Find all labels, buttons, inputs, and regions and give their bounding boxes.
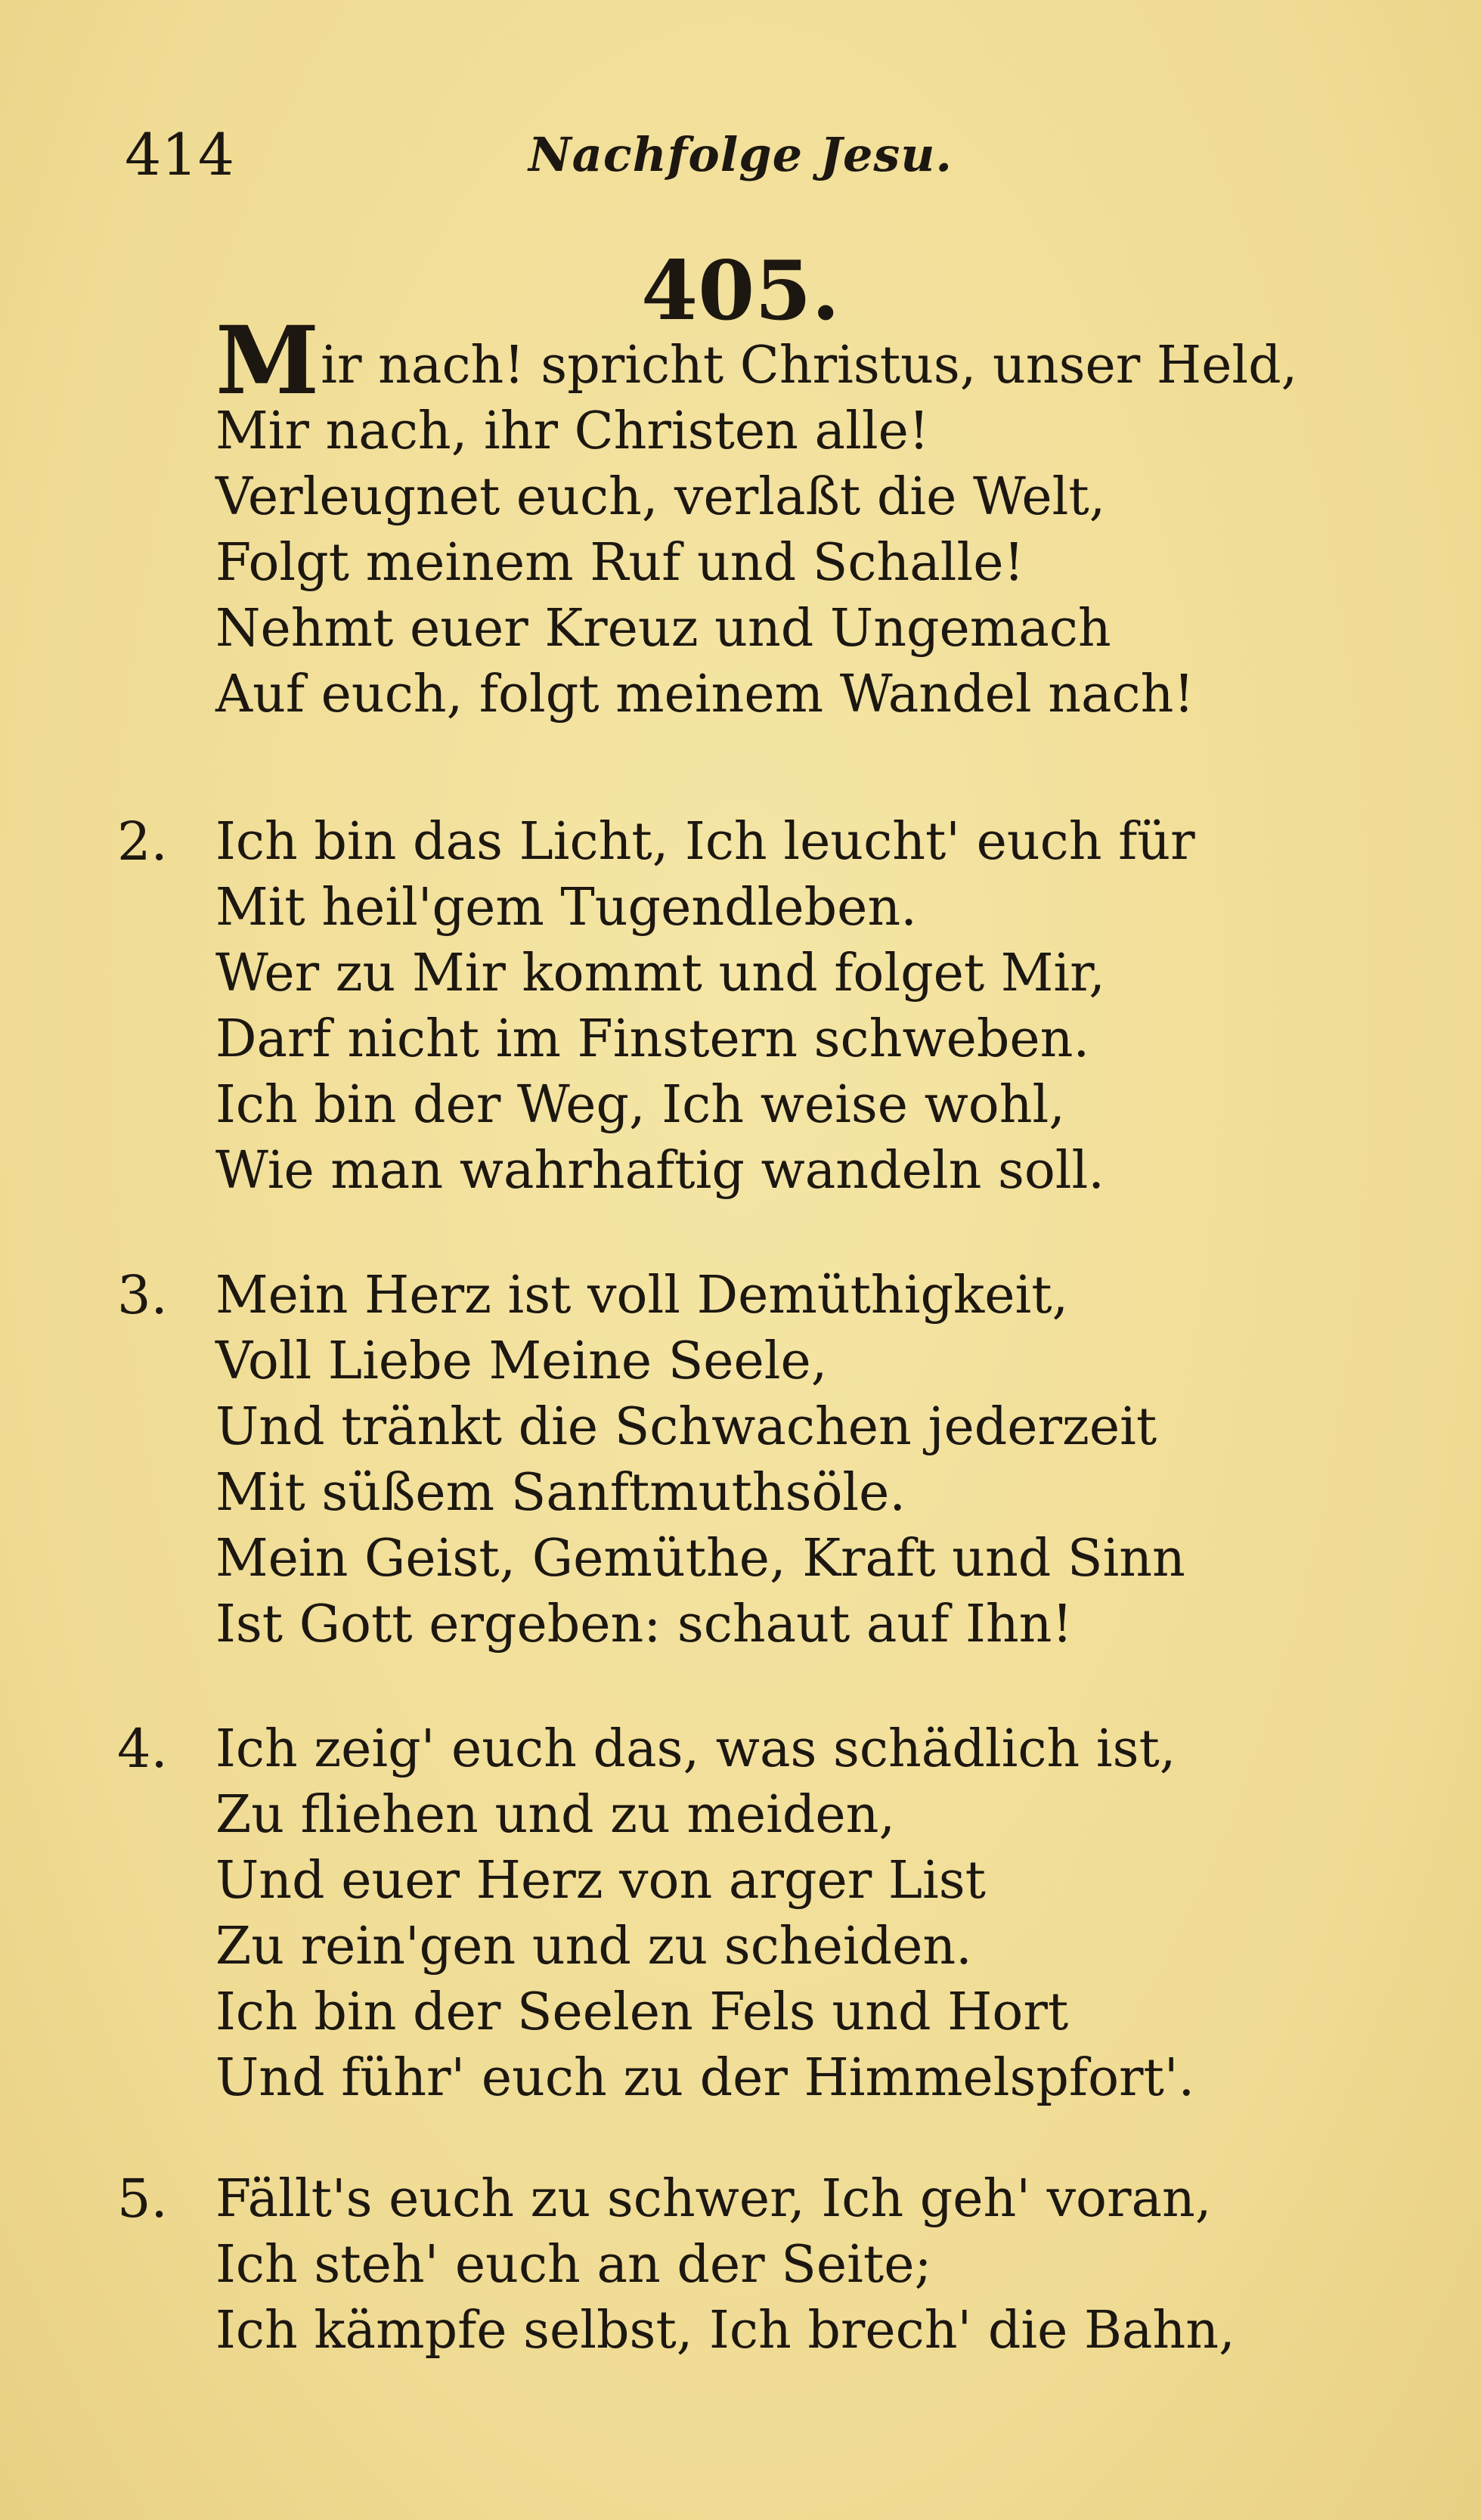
verse-line: Ich bin das Licht, Ich leucht' euch für — [215, 812, 1195, 872]
verse-lines — [215, 1716, 1349, 2111]
page-header — [0, 113, 1481, 197]
verse-line: Zu fliehen und zu meiden, — [215, 1785, 896, 1845]
verse-line: Mein Geist, Gemüthe, Kraft und Sinn — [215, 1529, 1185, 1589]
verse-number: 2. — [117, 811, 168, 873]
verse-line: Mit heil'gem Tugendleben. — [215, 878, 917, 938]
verse-line: Wie man wahrhaftig wandeln soll. — [215, 1141, 1105, 1201]
hymn-number: 405. — [640, 243, 841, 339]
page-number: 414 — [125, 121, 235, 188]
verse-lines — [215, 809, 1349, 1204]
verse-line: Und euer Herz von arger List — [215, 1851, 986, 1911]
verse-line: Folgt meinem Ruf und Schalle! — [215, 533, 1024, 593]
verse-number: 5. — [117, 2168, 168, 2230]
verse-line: Mir nach, ihr Christen alle! — [215, 401, 930, 461]
verse-lines — [215, 2166, 1349, 2363]
verse-line: Und tränkt die Schwachen jederzeit — [215, 1397, 1157, 1457]
verse-line: Ich bin der Seelen Fels und Hort — [215, 1982, 1069, 2042]
verse-number: 3. — [117, 1264, 168, 1326]
verse-line: Nehmt euer Kreuz und Ungemach — [215, 599, 1111, 659]
verse-line: Ich kämpfe selbst, Ich brech' die Bahn, — [215, 2301, 1235, 2360]
verse-line — [215, 306, 1349, 416]
verse-lines — [215, 306, 1349, 727]
verse-line: Verleugnet euch, verlaßt die Welt, — [215, 467, 1106, 527]
verse-line: Fällt's euch zu schwer, Ich geh' voran, — [215, 2169, 1212, 2229]
verse-number: 4. — [117, 1718, 168, 1780]
verse-line: Ich zeig' euch das, was schädlich ist, — [215, 1719, 1176, 1779]
verse-line: Auf euch, folgt meinem Wandel nach! — [215, 665, 1194, 724]
verse-line: Ich bin der Weg, Ich weise wohl, — [215, 1075, 1065, 1135]
verse-line: Zu rein'gen und zu scheiden. — [215, 1917, 972, 1976]
verse-line: Wer zu Mir kommt und folget Mir, — [215, 944, 1105, 1003]
verse-lines — [215, 1263, 1349, 1657]
verse-line: Und führ' euch zu der Himmelspfort'. — [215, 2048, 1195, 2108]
verse-line: Ich steh' euch an der Seite; — [215, 2235, 932, 2295]
verse-line: Mein Herz ist voll Demüthigkeit, — [215, 1266, 1069, 1325]
verse-line: Ist Gott ergeben: schaut auf Ihn! — [215, 1595, 1073, 1654]
running-title: Nachfolge Jesu. — [528, 127, 953, 182]
verse-line: Darf nicht im Finstern schweben. — [215, 1009, 1090, 1069]
verse-line-text: ir nach! spricht Christus, unser Held, — [321, 336, 1298, 395]
verse-line: Mit süßem Sanftmuthsöle. — [215, 1463, 906, 1523]
verse-line: Voll Liebe Meine Seele, — [215, 1331, 828, 1391]
drop-cap: M — [215, 306, 320, 416]
